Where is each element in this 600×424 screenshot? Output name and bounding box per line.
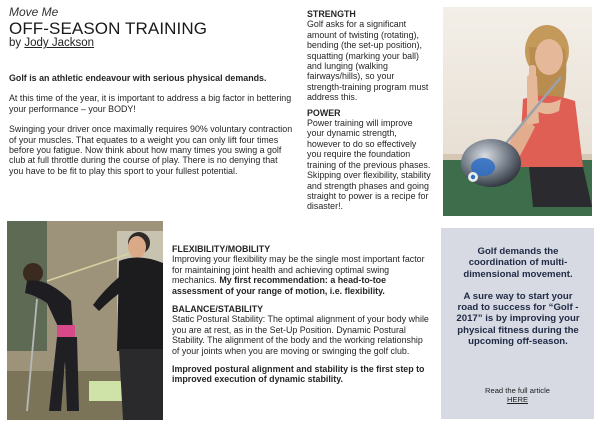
byline	[9, 37, 94, 49]
strength-text: Golf asks for a significant amount of twisting (rotating), bending (the set-up position), squatting (marking your ball) and lunging (walking fairways/hills), so your strength-training program must address this.	[307, 19, 429, 103]
golfer-driver-illustration	[443, 7, 592, 216]
intro-column	[9, 73, 294, 186]
callout-line-2: A sure way to start your road to success for “Golf - 2017” is by improving your physical fitness during the upcoming off-season.	[456, 290, 580, 348]
callout-box	[441, 228, 594, 419]
flexibility-balance-column	[172, 244, 430, 393]
flexibility-body: Improving your flexibility may be the single most important factor for maintaining joint health and achieving optimal swing mechanics.	[172, 254, 425, 286]
intro-paragraph-2: Swinging your driver once maximally requires 90% voluntary contraction of your muscles. That equates to a weight you can only lift four times before you fatigue. Now think about how many times you swing a golf club at full throttle during the course of play. There is no denying that you have to be fit to play this sport to your fullest potential.	[9, 124, 293, 176]
read-more	[441, 386, 594, 404]
coach-student-illustration	[7, 221, 163, 420]
golfer-driver-photo	[443, 7, 592, 216]
article-title: OFF-SEASON TRAINING	[9, 19, 208, 38]
balance-heading: BALANCE/STABILITY	[172, 304, 264, 315]
author-link[interactable]: Jody Jackson	[24, 37, 95, 49]
intro-lead: Golf is an athletic endeavour with serious physical demands.	[9, 73, 267, 83]
callout-line-1: Golf demands the coordination of multi-dimensional movement.	[463, 246, 573, 280]
power-heading: POWER	[307, 107, 341, 118]
callout-body	[455, 246, 581, 358]
flexibility-recommendation: My first recommendation: a head-to-toe assessment of your range of motion, i.e. flexibility.	[172, 275, 387, 296]
power-text: Power training will improve your dynamic strength, however to do so effectively you require the foundation training of the previous phases. Skipping over flexibility, stability and strength phases and going straight to power is a recipe for disaster!.	[307, 118, 431, 212]
coach-student-photo	[7, 221, 163, 420]
strength-heading: STRENGTH	[307, 9, 356, 19]
balance-text: Static Postural Stability: The optimal alignment of your body while you are at rest, as in the Set-Up Position. Dynamic Postural Stability. The alignment of the body and the working relationship of your joints when you are moving or swinging the golf club.	[172, 314, 429, 356]
byline-prefix: by	[9, 37, 22, 49]
strength-power-column	[307, 9, 431, 217]
balance-closing: Improved postural alignment and stability is the first step to improved execution of dynamic stability.	[172, 364, 425, 385]
flexibility-heading: FLEXIBILITY/MOBILITY	[172, 244, 271, 254]
section-kicker: Move Me	[9, 5, 59, 19]
read-more-prefix: Read the full article	[484, 386, 550, 395]
read-more-link[interactable]: HERE	[506, 395, 529, 404]
flexibility-text	[172, 254, 430, 296]
intro-paragraph-1: At this time of the year, it is important to address a big factor in bettering your performance – your BODY!	[9, 93, 292, 114]
